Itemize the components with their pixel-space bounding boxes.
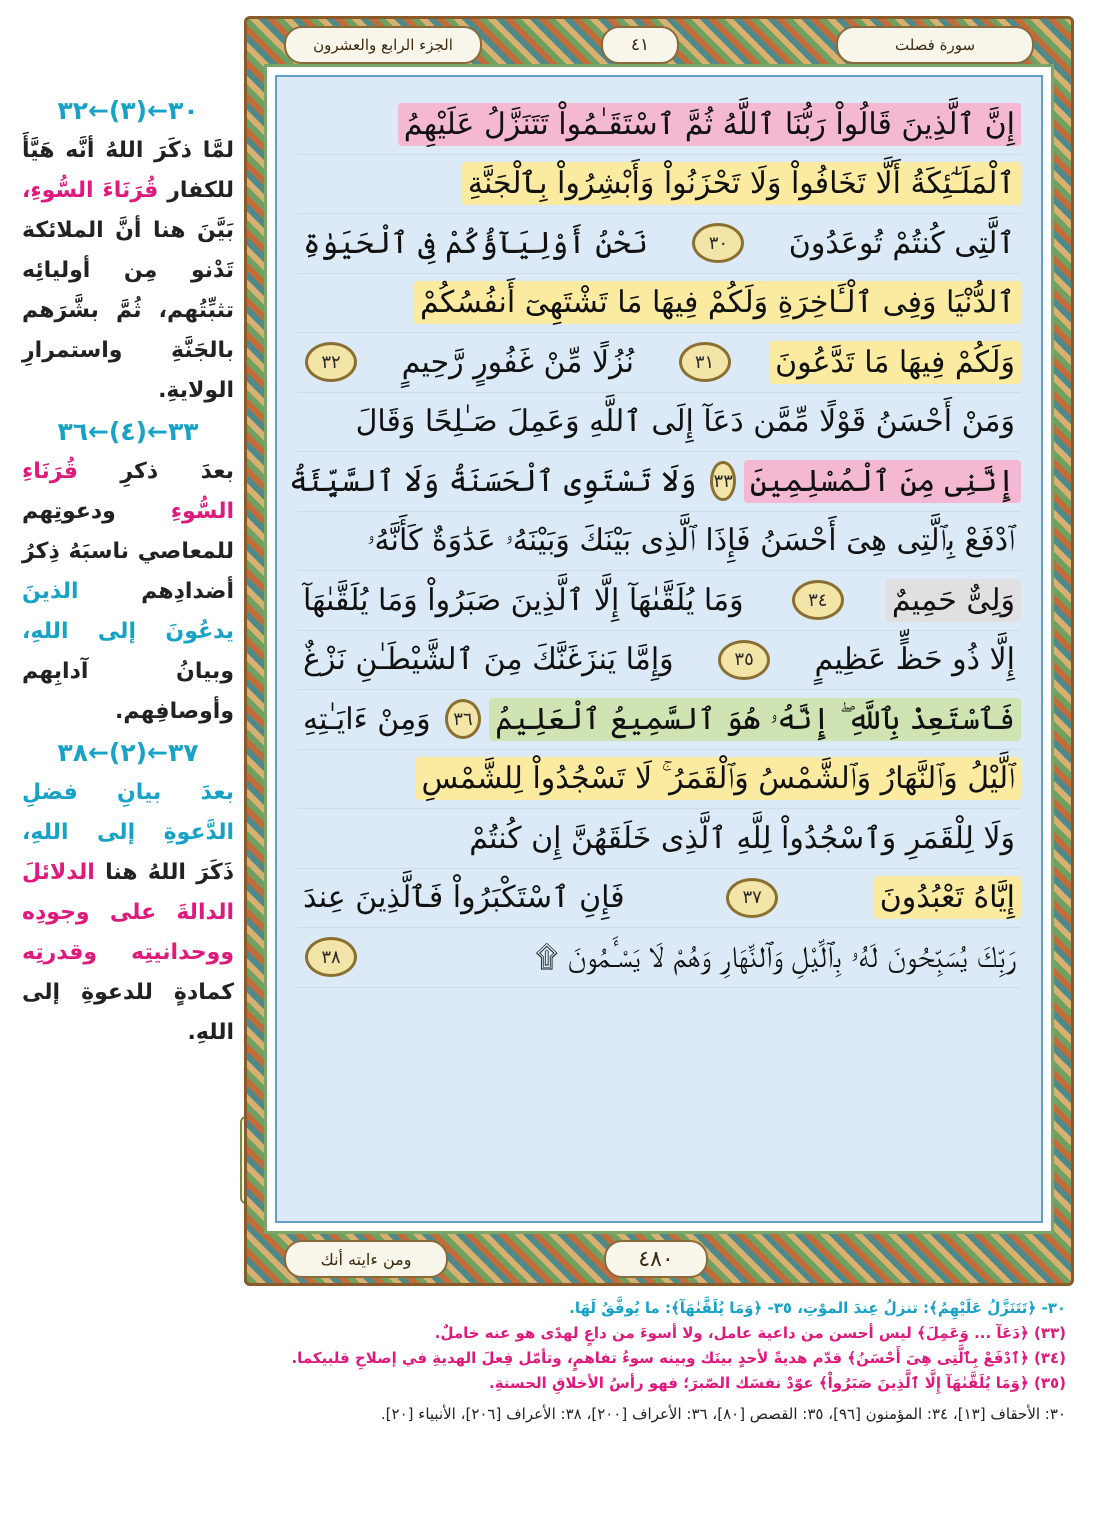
verse-text: إِنَّنِى مِنَ ٱلْمُسْلِمِينَ: [744, 460, 1021, 503]
verse-line: [297, 274, 1021, 334]
sidebar-keyword: قُرَنَاءِ السُّوءِ: [22, 459, 234, 524]
surah-banner: [836, 26, 1034, 64]
sidebar-text: لمَّا ذكَرَ اللهُ أنَّه هَيَّأَ للكفار: [22, 138, 234, 203]
verse-lines: [289, 95, 1021, 988]
sidebar-text: كمادةٍ للدعوةِ إلى اللهِ.: [22, 980, 234, 1045]
verse-text: إِلَّا ذُو حَظٍّ عَظِيمٍ: [814, 642, 1015, 678]
tafsir-sidebar: [22, 92, 234, 1059]
verse-text: نَحْنُ أَوْلِيَآؤُكُمْ فِى ٱلْحَيَوٰةِ: [303, 225, 649, 261]
verse-line: [297, 928, 1021, 988]
verse-text: وَلَكُمْ فِيهَا مَا تَدَّعُونَ: [769, 341, 1021, 384]
verse-line: [297, 571, 1021, 631]
ayah-number-marker: ٣٨: [305, 937, 357, 977]
verse-text: وَمَنْ أَحْسَنُ قَوْلًا مِّمَّن دَعَآ إِلَى ٱللَّهِ وَعَمِلَ صَـٰلِحًا وَقَالَ: [355, 404, 1015, 440]
verse-text: رَبِّكَ يُسَبِّحُونَ لَهُۥ بِٱلَّيْلِ وَٱلنَّهَارِ وَهُمْ لَا يَسْـَٔمُونَ ۩: [535, 939, 1015, 975]
ayah-number-marker: ٣٢: [305, 342, 357, 382]
juz-banner: [284, 26, 482, 64]
ayah-range-2: ٣٣←(٤)←٣٦: [57, 417, 199, 446]
footnote-35: (٣٥) ﴿وَمَا يُلَقَّىٰهَآ إِلَّا ٱلَّذِينَ صَبَرُواْ﴾ عوّدْ نفسَك الصّبرَ؛ فهو رأسُ الأخلاقِ الحسنةِ.: [489, 1374, 1066, 1392]
ayah-range-3: ٣٧←(٢)←٣٨: [57, 738, 199, 767]
page-number-badge: [604, 1240, 708, 1278]
catchword-banner: [284, 1240, 448, 1278]
page-number: ٤٨٠: [638, 1246, 674, 1272]
ayah-number-marker: ٣٥: [718, 640, 770, 680]
surah-title: سورة فصلت: [894, 36, 976, 54]
surah-number: ٤١: [630, 35, 650, 55]
sidebar-keyword: الذينَ يدعُونَ إلى اللهِ،: [22, 579, 234, 644]
verse-text: وَلَا لِلْقَمَرِ وَٱسْجُدُواْ لِلَّهِ ٱلَّذِى خَلَقَهُنَّ إِن كُنتُمْ: [469, 820, 1015, 856]
mushaf-frame: [244, 16, 1074, 1286]
cross-references: ٣٠: الأحقاف [١٣]، ٣٤: المؤمنون [٩٦]، ٣٥: القصص [٨٠]، ٣٦: الأعراف [٢٠٠]، ٣٨: الأعراف [٢٠٦]، الأنبياء [٢٠].: [380, 1405, 1066, 1423]
quran-text-area: [275, 75, 1043, 1223]
ayah-number-marker: ٣٦: [445, 699, 482, 739]
ayah-number-marker: ٣٤: [792, 580, 844, 620]
footnote-34: (٣٤) ﴿ٱدْفَعْ بِٱلَّتِى هِىَ أَحْسَنُ﴾ قدّم هديةً لأحدٍ بينَك وبينه سوءُ تفاهمٍ، وتأمّل فِعلَ الهديةِ في إصلاحِ قلبيكما.: [291, 1349, 1066, 1367]
verse-text: وَلَا تَسْتَوِى ٱلْحَسَنَةُ وَلَا ٱلسَّيِّئَةُ: [289, 463, 697, 499]
sidebar-text: ودعوتِهم للمعاصي ناسبَهُ ذِكرُ أضدادِهم: [22, 499, 234, 604]
verse-text: فَٱسْتَعِذْ بِٱللَّهِ ۖ إِنَّهُۥ هُوَ ٱلسَّمِيعُ ٱلْعَلِيمُ: [489, 698, 1021, 741]
verse-line: [297, 393, 1021, 453]
ayah-number-marker: ٣٧: [726, 878, 778, 918]
catchword: ومن ءايته أنك: [320, 1249, 412, 1269]
ayah-number-marker: ٣٣: [710, 461, 735, 501]
verse-line: [297, 214, 1021, 274]
verse-line: [297, 869, 1021, 929]
ayah-range-1: ٣٠←(٣)←٣٢: [57, 96, 199, 125]
verse-line: [297, 750, 1021, 810]
verse-line: [297, 512, 1021, 572]
surah-number-badge: [601, 26, 679, 64]
verse-line: [297, 690, 1021, 750]
sidebar-block-3: [22, 738, 234, 1053]
sidebar-text: بعدَ ذكرِ: [120, 459, 234, 484]
verse-text: وَإِمَّا يَنزَغَنَّكَ مِنَ ٱلشَّيْطَـٰنِ نَزْغٌ: [303, 642, 674, 678]
page-border: [264, 64, 1054, 1234]
sidebar-text: ذَكَرَ اللهُ هنا: [105, 860, 234, 885]
verse-text: ٱلَّتِى كُنتُمْ تُوعَدُونَ: [788, 225, 1015, 261]
footnotes: [20, 1296, 1066, 1427]
verse-text: إِيَّاهُ تَعْبُدُونَ: [874, 876, 1021, 919]
sidebar-keyword: الدلائلَ الدالةَ على وجودِه ووحدانيتِه وقدرتِه: [22, 860, 234, 965]
verse-line: [297, 631, 1021, 691]
footnote-33: (٣٣) ﴿دَعَآ ... وَعَمِلَ﴾ ليس أحسن من داعية عامل، ولا أسوءَ من داعٍ لهدًى هو عنه خاملٌ.: [434, 1324, 1066, 1342]
verse-text: ٱلَّيْلُ وَٱلنَّهَارُ وَٱلشَّمْسُ وَٱلْقَمَرُ ۚ لَا تَسْجُدُواْ لِلشَّمْسِ: [415, 757, 1021, 800]
verse-line: [289, 452, 1021, 512]
verse-text: وَلِىٌّ حَمِيمٌ: [886, 579, 1021, 622]
ayah-number-marker: ٣٠: [692, 223, 744, 263]
footnote-vocab: ٣٠- ﴿تَتَنَزَّلُ عَلَيْهِمُ﴾: تنزلُ عِندَ الموْتِ، ٣٥- ﴿وَمَا يُلَقَّىٰهَآ﴾: ما يُوفَّقُ لَهَا.: [569, 1299, 1066, 1317]
verse-line: [297, 155, 1021, 215]
verse-line: [297, 809, 1021, 869]
verse-line: [297, 95, 1021, 155]
verse-text: ٱلْمَلَـٰٓئِكَةُ أَلَّا تَخَافُواْ وَلَا تَحْزَنُواْ وَأَبْشِرُواْ بِٱلْجَنَّةِ: [462, 162, 1021, 205]
ayah-number-marker: ٣١: [679, 342, 731, 382]
verse-text: وَمِنْ ءَايَـٰتِهِ: [303, 701, 431, 737]
sidebar-block-2: [22, 417, 234, 732]
sidebar-block-1: [22, 96, 234, 411]
verse-line: [297, 333, 1021, 393]
verse-text: نُزُلًا مِّنْ غَفُورٍ رَّحِيمٍ: [401, 344, 634, 380]
verse-text: إِنَّ ٱلَّذِينَ قَالُواْ رَبُّنَا ٱللَّهُ ثُمَّ ٱسْتَقَـٰمُواْ تَتَنَزَّلُ عَلَيْهِمُ: [398, 103, 1021, 146]
sidebar-keyword: قُرَنَاءَ السُّوءِ،: [22, 178, 159, 203]
sidebar-text: وبيانُ آدابِهم وأوصافِهم.: [22, 659, 234, 724]
juz-title: الجزء الرابع والعشرون: [313, 36, 453, 54]
sidebar-keyword: بعدَ بيانِ فضلِ الدَّعوةِ إلى اللهِ،: [22, 780, 234, 845]
verse-text: ٱدْفَعْ بِٱلَّتِى هِىَ أَحْسَنُ فَإِذَا ٱلَّذِى بَيْنَكَ وَبَيْنَهُۥ عَدَٰوَةٌ كَأَنَّهُۥ: [367, 523, 1015, 559]
sidebar-text: بَيَّنَ هنا أنَّ الملائكة تَدْنو مِن أوليائِه تثبِّتُهم، ثُمَّ بشَّرَهم بالجَنَّةِ واستمرارِ الولايةِ.: [22, 218, 234, 403]
verse-text: فَإِنِ ٱسْتَكْبَرُواْ فَٱلَّذِينَ عِندَ: [303, 880, 625, 916]
verse-text: وَمَا يُلَقَّىٰهَآ إِلَّا ٱلَّذِينَ صَبَرُواْ وَمَا يُلَقَّىٰهَآ: [303, 582, 744, 618]
verse-text: ٱلدُّنْيَا وَفِى ٱلْـَٔاخِرَةِ وَلَكُمْ فِيهَا مَا تَشْتَهِىٓ أَنفُسُكُمْ: [414, 281, 1021, 324]
